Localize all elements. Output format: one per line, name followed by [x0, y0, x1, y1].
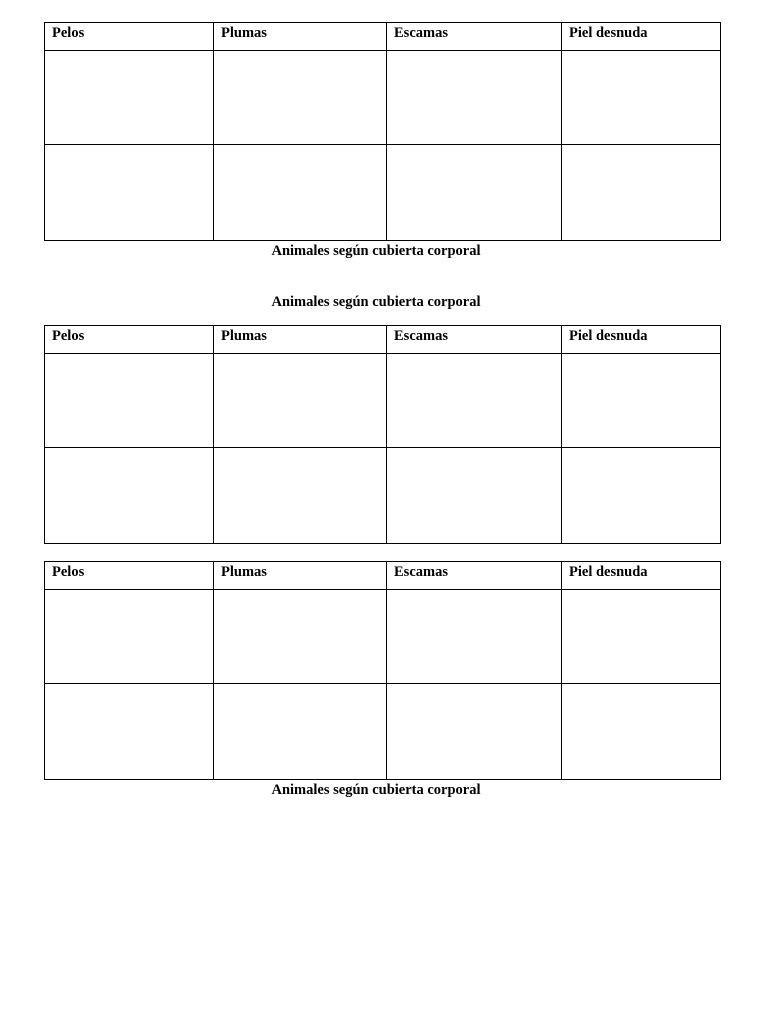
empty-cell: [45, 590, 214, 684]
table-caption-1: Animales según cubierta corporal: [271, 243, 481, 259]
empty-cell: [562, 51, 721, 145]
empty-cell: [387, 448, 562, 544]
table-header-row: [45, 326, 721, 354]
header-piel-desnuda: Piel desnuda: [562, 326, 721, 354]
empty-cell: [387, 145, 562, 241]
empty-cell: [214, 51, 387, 145]
empty-cell: [45, 684, 214, 780]
table-row: [45, 448, 721, 544]
empty-cell: [214, 354, 387, 448]
empty-cell: [45, 145, 214, 241]
empty-cell: [45, 354, 214, 448]
empty-cell: [562, 145, 721, 241]
header-plumas: Plumas: [214, 562, 387, 590]
classification-table-1: [44, 22, 721, 241]
header-piel-desnuda: Piel desnuda: [562, 562, 721, 590]
table-caption-2: Animales según cubierta corporal: [271, 294, 481, 310]
classification-table-2: [44, 325, 721, 544]
empty-cell: [214, 145, 387, 241]
table-header-row: [45, 23, 721, 51]
header-escamas: Escamas: [387, 326, 562, 354]
header-pelos: Pelos: [45, 562, 214, 590]
header-plumas: Plumas: [214, 23, 387, 51]
empty-cell: [214, 590, 387, 684]
empty-cell: [387, 684, 562, 780]
table-row: [45, 51, 721, 145]
table-row: [45, 145, 721, 241]
table-row: [45, 354, 721, 448]
header-plumas: Plumas: [214, 326, 387, 354]
empty-cell: [562, 684, 721, 780]
empty-cell: [562, 354, 721, 448]
header-pelos: Pelos: [45, 326, 214, 354]
empty-cell: [214, 684, 387, 780]
empty-cell: [214, 448, 387, 544]
header-pelos: Pelos: [45, 23, 214, 51]
empty-cell: [562, 448, 721, 544]
table-row: [45, 590, 721, 684]
header-escamas: Escamas: [387, 562, 562, 590]
empty-cell: [387, 51, 562, 145]
empty-cell: [387, 354, 562, 448]
empty-cell: [45, 448, 214, 544]
empty-cell: [387, 590, 562, 684]
classification-table-3: [44, 561, 721, 780]
table-row: [45, 684, 721, 780]
empty-cell: [45, 51, 214, 145]
header-piel-desnuda: Piel desnuda: [562, 23, 721, 51]
empty-cell: [562, 590, 721, 684]
table-caption-3: Animales según cubierta corporal: [271, 782, 481, 798]
table-header-row: [45, 562, 721, 590]
header-escamas: Escamas: [387, 23, 562, 51]
